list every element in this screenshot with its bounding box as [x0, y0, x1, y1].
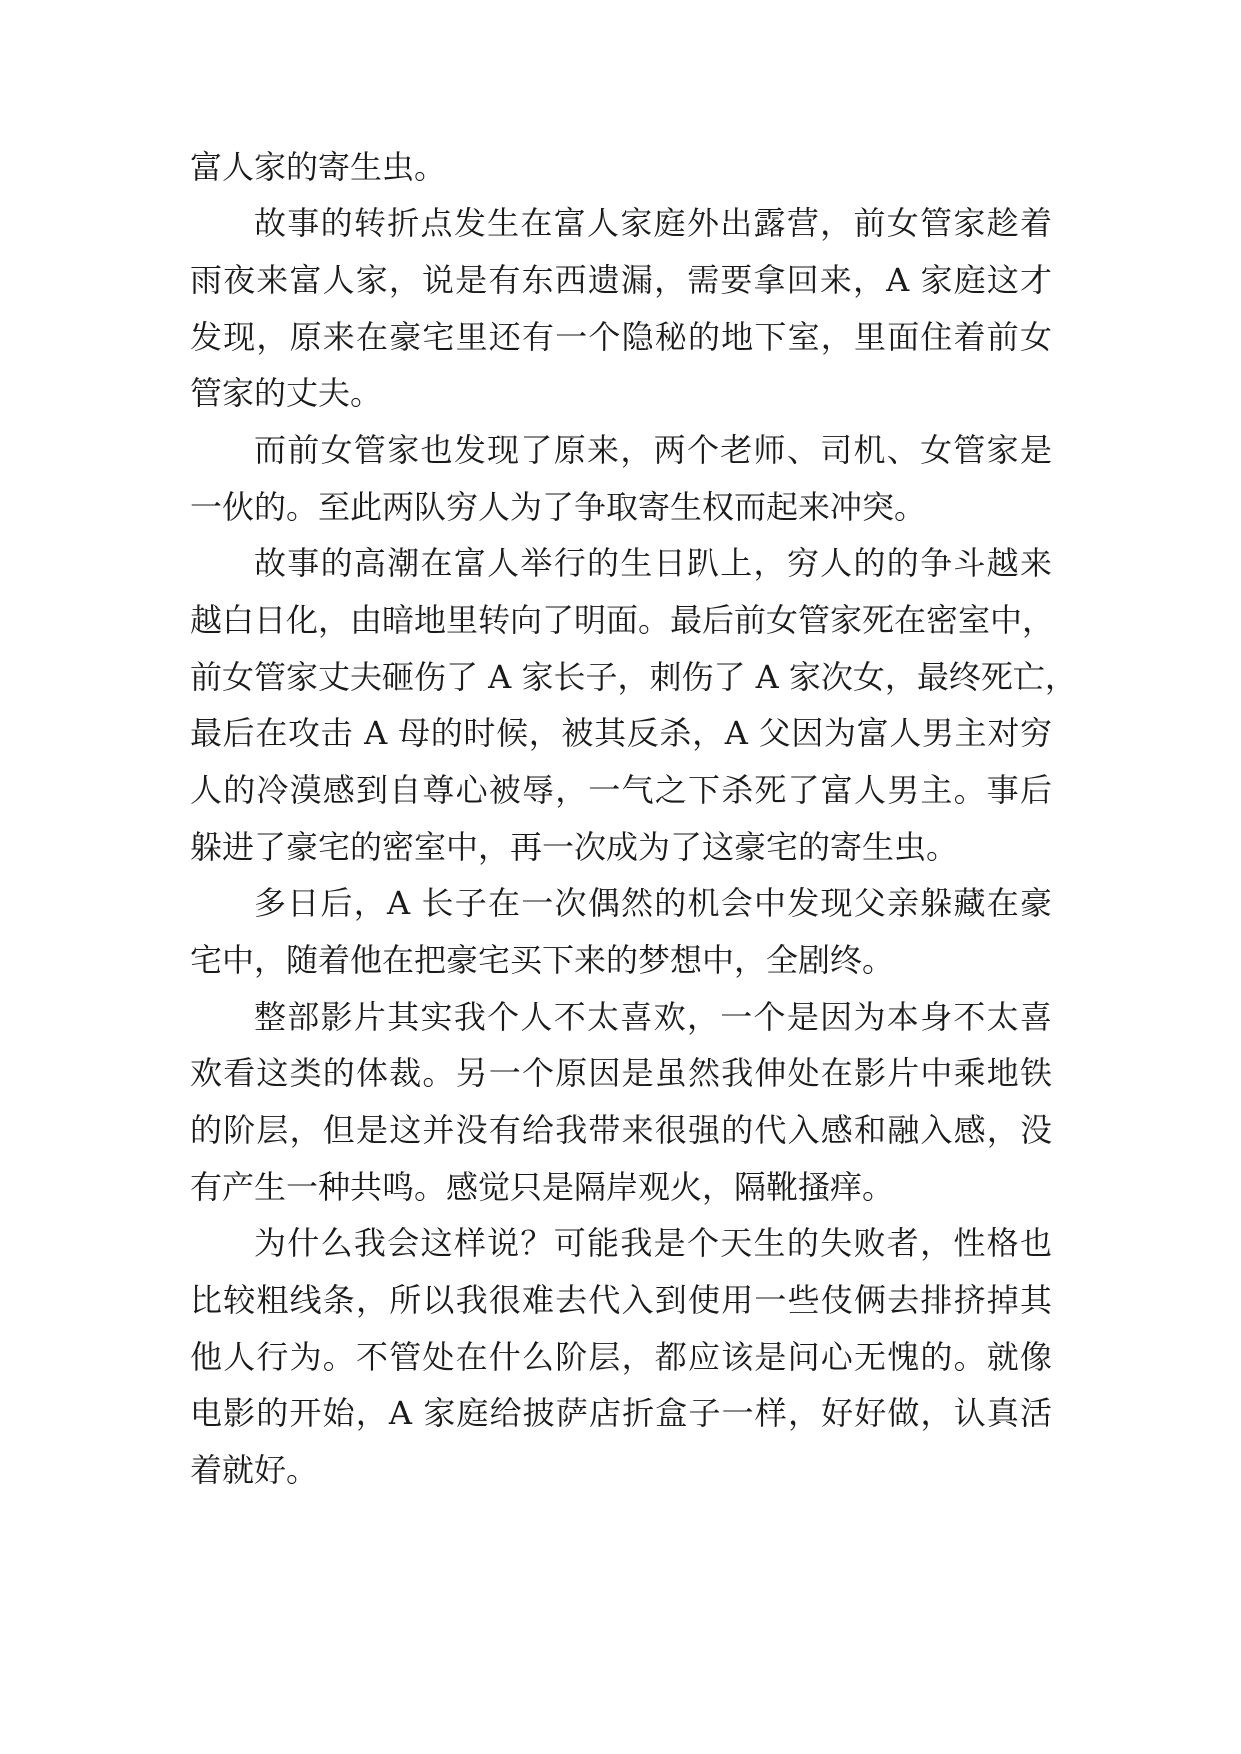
paragraph-first-line: 故事的转折点发生在富人家庭外出露营，前女管家趁着 — [254, 204, 1052, 242]
text-line: 的阶层，但是这并没有给我带来很强的代入感和融入感，没 — [190, 1111, 1052, 1149]
text-line: 着就好。 — [190, 1451, 319, 1489]
paragraph-first-line: 而前女管家也发现了原来，两个老师、司机、女管家是 — [254, 431, 1052, 469]
text-line: 欢看这类的体裁。另一个原因是虽然我伸处在影片中乘地铁 — [190, 1054, 1052, 1092]
text-line: 比较粗线条，所以我很难去代入到使用一些伎俩去排挤掉其 — [190, 1281, 1052, 1319]
text-line: 雨夜来富人家，说是有东西遗漏，需要拿回来，A 家庭这才 — [190, 261, 1052, 299]
paragraph-first-line: 整部影片其实我个人不太喜欢，一个是因为本身不太喜 — [254, 998, 1052, 1036]
text-line: 一伙的。至此两队穷人为了争取寄生权而起来冲突。 — [190, 488, 927, 526]
text-line: 人的冷漠感到自尊心被辱，一气之下杀死了富人男主。事后 — [190, 771, 1052, 809]
text-line: 电影的开始，A 家庭给披萨店折盒子一样，好好做，认真活 — [190, 1394, 1052, 1432]
text-line: 宅中，随着他在把豪宅买下来的梦想中，全剧终。 — [190, 941, 895, 979]
text-line: 管家的丈夫。 — [190, 374, 383, 412]
text-line: 最后在攻击 A 母的时候，被其反杀，A 父因为富人男主对穷 — [190, 714, 1052, 752]
text-line: 有产生一种共鸣。感觉只是隔岸观火，隔靴搔痒。 — [190, 1168, 895, 1206]
paragraph-first-line: 故事的高潮在富人举行的生日趴上，穷人的的争斗越来 — [254, 544, 1052, 582]
text-line: 发现，原来在豪宅里还有一个隐秘的地下室，里面住着前女 — [190, 318, 1052, 356]
text-line: 他人行为。不管处在什么阶层，都应该是问心无愧的。就像 — [190, 1338, 1052, 1376]
text-line: 富人家的寄生虫。 — [190, 148, 447, 186]
text-line: 前女管家丈夫砸伤了 A 家长子，刺伤了 A 家次女，最终死亡， — [190, 658, 1077, 696]
text-line: 越白日化，由暗地里转向了明面。最后前女管家死在密室中， — [190, 601, 1055, 639]
text-line: 躲进了豪宅的密室中，再一次成为了这豪宅的寄生虫。 — [190, 828, 959, 866]
paragraph-first-line: 多日后，A 长子在一次偶然的机会中发现父亲躲藏在豪 — [254, 884, 1052, 922]
paragraph-first-line: 为什么我会这样说？可能我是个天生的失败者，性格也 — [254, 1224, 1052, 1262]
